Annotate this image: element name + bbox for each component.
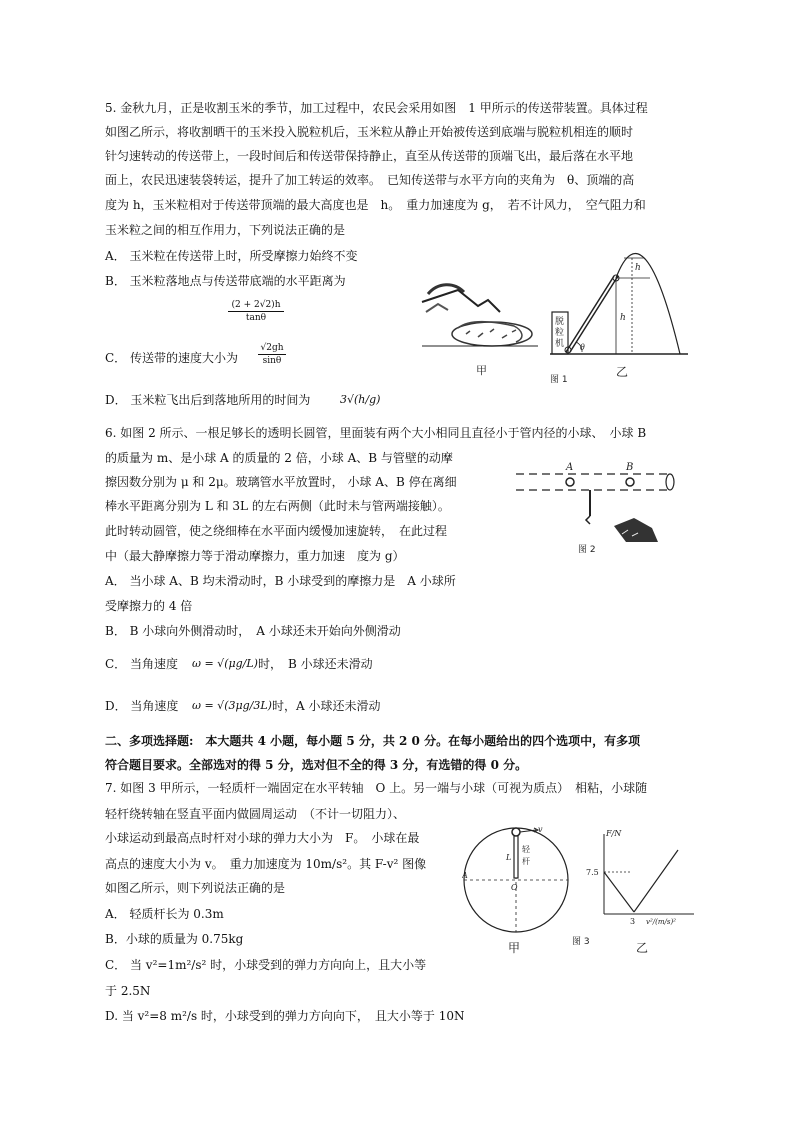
figure-3-x-tick: 3	[630, 917, 636, 926]
small-ball	[512, 828, 520, 836]
figure-1-caption: 图 1	[550, 375, 568, 385]
figure-3-rod-label-2: 杆	[522, 857, 530, 866]
q6-option-d-pre: D． 当角速度	[105, 699, 179, 713]
q6-line-5: 此时转动圆管，使之绕细棒在水平面内缓慢加速旋转， 在此过程	[105, 524, 448, 538]
figure-1-theta: θ	[580, 343, 585, 352]
q6-option-c-post: 时， B 小球还未滑动	[258, 657, 373, 671]
q5-option-c: C． 传送带的速度大小为	[105, 351, 238, 365]
q5-option-c-denominator: sinθ	[262, 356, 282, 366]
figure-1-photo	[422, 285, 538, 346]
q7-line-1: 7. 如图 3 甲所示，一轻质杆一端固定在水平转轴 O 上。另一端与小球（可视为质点） 相粘，小球随	[105, 781, 648, 795]
q6-option-d-post: 时，A 小球还未滑动	[272, 699, 381, 713]
q5-line-1: 5. 金秋九月，正是收割玉米的季节，加工过程中，农民会采用如图 1 甲所示的传送带装置。具体过程	[105, 101, 648, 115]
threshing-machine-label-2: 粒	[555, 328, 565, 338]
figure-3-o-label: O	[511, 883, 518, 892]
q7-line-5: 如图乙所示，则下列说法正确的是	[105, 881, 286, 895]
q6-option-c-expr: ω = √(μg/L)	[192, 657, 258, 670]
ball-b	[626, 478, 634, 486]
figure-1-right-label: 乙	[616, 365, 629, 379]
figure-1-h-lower: h	[620, 313, 626, 323]
q5-line-6: 玉米粒之间的相互作用力，下列说法正确的是	[105, 223, 346, 237]
figure-2-caption: 图 2	[578, 545, 596, 555]
q6-option-a-1: A． 当小球 A、B 均未滑动时，B 小球受到的摩擦力是 A 小球所	[105, 574, 456, 588]
q6-option-d-expr: ω = √(3μg/3L)	[192, 699, 272, 712]
hand-sketch	[614, 518, 658, 542]
q6-option-b: B． B 小球向外侧滑动时， A 小球还未开始向外侧滑动	[105, 624, 401, 638]
figure-3-left-label: 甲	[508, 941, 521, 955]
figure-3-v-label: v	[538, 825, 543, 834]
figure-3-graph	[604, 834, 694, 914]
q5-line-2: 如图乙所示，将收割晒干的玉米投入脱粒机后，玉米粒从静止开始被传送到底端与脱粒机相连的顺时	[105, 125, 634, 139]
q6-option-c-pre: C． 当角速度	[105, 657, 178, 671]
q5-line-4: 面上，农民迅速装袋转运，提升了加工转运的效率。 已知传送带与水平方向的夹角为 θ、顶端的高	[105, 173, 635, 187]
q7-line-3: 小球运动到最高点时杆对小球的弹力大小为 F。 小球在最	[105, 831, 420, 845]
q5-option-d-expr: 3√(h/g)	[340, 393, 381, 406]
section-2-line-2: 符合题目要求。全部选对的得 5 分，选对但不全的得 3 分，有选错的得 0 分。	[105, 758, 528, 772]
q5-option-b-fraction	[228, 300, 284, 323]
section-2-line-1: 二、多项选择题: 本大题共 4 小题，每小题 5 分，共 2 0 分。在每小题给出的四个选项中，有多项	[105, 734, 641, 748]
figure-3-x-axis-label: v²/(m/s)²	[646, 918, 676, 926]
figure-1-left-label: 甲	[476, 364, 487, 377]
ball-a	[566, 478, 574, 486]
figure-3-a-label: A	[462, 871, 468, 880]
q6-line-3: 擦因数分别为 μ 和 2μ。玻璃管水平放置时， 小球 A、B 停在离细	[105, 475, 457, 489]
q7-option-d: D. 当 v²=8 m²/s 时，小球受到的弹力方向向下， 且大小等于 10N	[105, 1009, 465, 1023]
q7-line-4: 高点的速度大小为 v。 重力加速度为 10m/s²。其 F-v² 图像	[105, 857, 427, 871]
q6-line-2: 的质量为 m、是小球 A 的质量的 2 倍，小球 A、B 与管壁的动摩	[105, 451, 453, 465]
q6-line-1: 6. 如图 2 所示、一根足够长的透明长圆管，里面装有两个大小相同且直径小于管内径的小球、 小球 B	[105, 426, 647, 440]
q5-option-b-numerator: (2 + 2√2)h	[231, 300, 281, 310]
q5-line-5: 度为 h，玉米粒相对于传送带顶端的最大高度也是 h。 重力加速度为 g， 若不计风力， 空气阻力和	[105, 198, 646, 212]
q6-line-4: 棒水平距离分别为 L 和 3L 的左右两侧（此时未与管两端接触）。	[105, 499, 450, 513]
figure-3-rod-label-1: 轻	[522, 845, 530, 854]
q7-option-a: A． 轻质杆长为 0.3m	[105, 907, 224, 921]
q5-line-3: 针匀速转动的传送带上，一段时间后和传送带保持静止，直至从传送带的顶端飞出，最后落在水平地	[105, 149, 634, 163]
q5-option-a: A． 玉米粒在传送带上时，所受摩擦力始终不变	[105, 249, 358, 263]
figure-1-schematic	[550, 254, 688, 354]
q5-option-d: D． 玉米粒飞出后到落地所用的时间为	[105, 393, 311, 407]
q7-option-c-2: 于 2.5N	[105, 984, 151, 998]
figure-1-h-upper: h	[635, 263, 641, 273]
figure-2	[508, 458, 698, 558]
figure-3-y-axis-label: F/N	[606, 829, 622, 838]
threshing-machine-label-1: 脱	[555, 317, 565, 327]
figure-3	[462, 824, 702, 956]
light-rod	[514, 832, 518, 878]
q5-option-b: B． 玉米粒落地点与传送带底端的水平距离为	[105, 274, 346, 288]
q7-line-2: 轻杆绕转轴在竖直平面内做圆周运动 （不计一切阻力）、	[105, 807, 406, 821]
figure-3-y-tick: 7.5	[586, 868, 599, 877]
q5-option-c-fraction	[258, 343, 286, 366]
figure-3-right-label: 乙	[636, 941, 649, 955]
q7-option-b: B．小球的质量为 0.75kg	[105, 932, 244, 946]
figure-1	[418, 242, 690, 392]
q6-line-6: 中（最大静摩擦力等于滑动摩擦力，重力加速 度为 g）	[105, 549, 405, 563]
figure-3-l-label: L	[506, 853, 512, 862]
q6-option-a-2: 受摩擦力的 4 倍	[105, 599, 193, 613]
q5-option-b-denominator: tanθ	[245, 313, 267, 323]
label-ball-a: A	[566, 462, 574, 473]
label-ball-b: B	[626, 462, 634, 473]
figure-3-caption: 图 3	[572, 937, 590, 947]
q5-option-c-numerator: √2gh	[260, 343, 284, 353]
q7-option-c-1: C． 当 v²=1m²/s² 时，小球受到的弹力方向向上，且大小等	[105, 958, 427, 972]
threshing-machine-label-3: 机	[555, 339, 565, 349]
